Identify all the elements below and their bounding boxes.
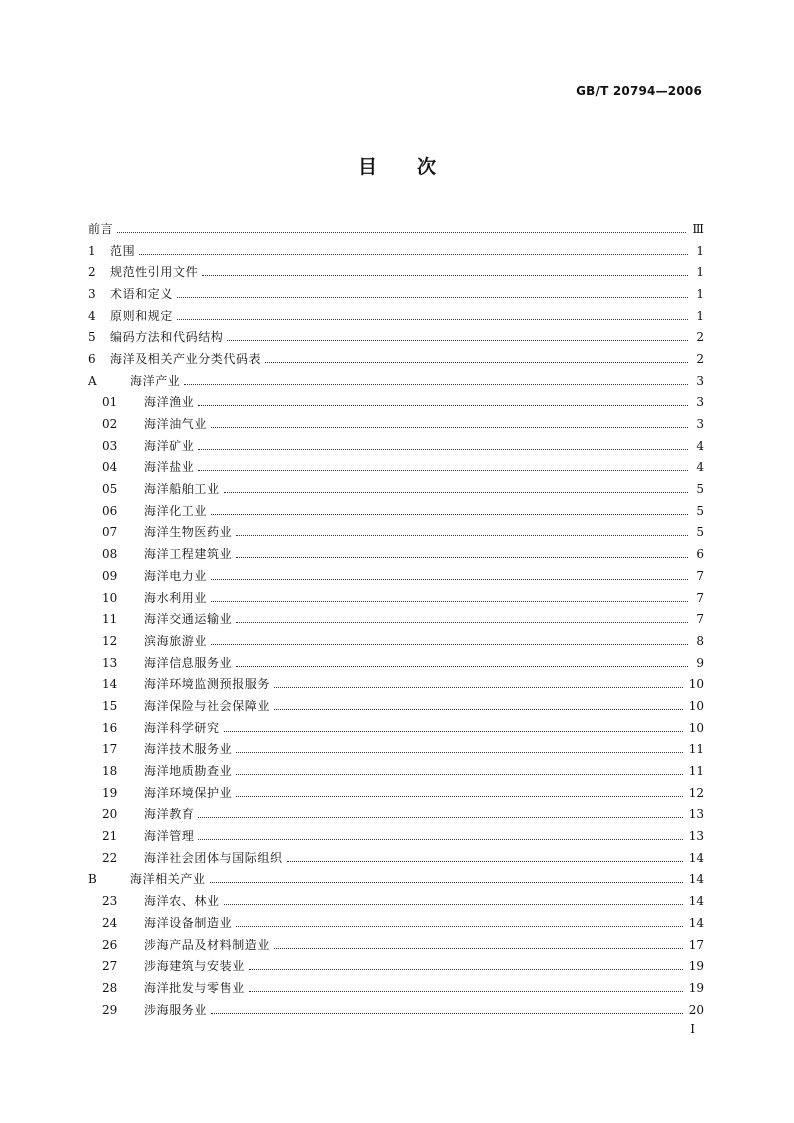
toc-dot-leader [224, 491, 688, 493]
toc-dot-leader [236, 773, 683, 775]
toc-entry-page: 13 [688, 829, 704, 844]
toc-dot-leader [236, 665, 688, 667]
toc-entry[interactable] [88, 717, 704, 739]
toc-entry[interactable] [88, 543, 704, 565]
toc-entry-page: 4 [696, 438, 704, 453]
toc-entry-number: 18 [102, 764, 118, 779]
title-part-1: 目 [357, 156, 377, 178]
toc-entry[interactable] [88, 652, 704, 674]
toc-entry-page: 13 [688, 807, 704, 822]
toc-entry-number: 05 [102, 482, 118, 497]
page-number: I [690, 1022, 695, 1036]
toc-entry-number: 01 [102, 395, 118, 410]
toc-entry-number: 14 [102, 677, 118, 692]
toc-entry-number: 4 [88, 308, 96, 323]
toc-entry-label: 海洋教育 [144, 807, 195, 822]
toc-entry[interactable] [88, 370, 704, 392]
toc-entry-label: 海洋矿业 [144, 438, 195, 453]
toc-entry-number: 22 [102, 850, 118, 865]
toc-entry-number: 24 [102, 915, 118, 930]
toc-dot-leader [224, 730, 683, 732]
toc-entry-label: 海洋环境保护业 [144, 785, 233, 800]
toc-dot-leader [236, 925, 683, 927]
toc-entry[interactable] [88, 457, 704, 479]
standard-code: GB/T 20794—2006 [576, 84, 702, 98]
toc-entry-number: 03 [102, 438, 118, 453]
toc-entry-page: 14 [688, 850, 704, 865]
toc-entry-page: 5 [696, 482, 704, 497]
toc-entry-label: 海洋化工业 [144, 503, 208, 518]
toc-entry-page: 10 [688, 677, 704, 692]
toc-entry-page: 4 [696, 460, 704, 475]
toc-entry[interactable] [88, 825, 704, 847]
toc-dot-leader [177, 318, 688, 320]
toc-entry-number: 12 [102, 633, 118, 648]
toc-entry[interactable] [88, 760, 704, 782]
toc-entry-label: 海洋信息服务业 [144, 655, 233, 670]
toc-entry-label: 海洋农、林业 [144, 894, 220, 909]
toc-entry-page: 11 [688, 764, 704, 779]
toc-entry-label: 海洋环境监测预报服务 [144, 677, 271, 692]
toc-entry-number: A [88, 373, 97, 388]
toc-entry[interactable] [88, 218, 704, 240]
toc-entry-page: 1 [696, 243, 704, 258]
toc-entry-label: 海洋相关产业 [130, 872, 206, 887]
toc-dot-leader [224, 903, 683, 905]
toc-entry-label: 海洋及相关产业分类代码表 [110, 351, 262, 366]
toc-entry-number: 08 [102, 547, 118, 562]
toc-dot-leader [227, 339, 688, 341]
toc-entry-page: 7 [696, 590, 704, 605]
toc-entry-number: 23 [102, 894, 118, 909]
toc-entry-label: 范围 [110, 243, 136, 258]
toc-dot-leader [184, 383, 688, 385]
toc-dot-leader [198, 838, 682, 840]
toc-dot-leader [198, 448, 688, 450]
toc-entry-label: 前言 [88, 221, 114, 236]
toc-entry[interactable] [88, 673, 704, 695]
toc-entry-label: 海洋管理 [144, 829, 195, 844]
toc-entry[interactable] [88, 392, 704, 414]
toc-entry-number: 2 [88, 265, 96, 280]
toc-entry-label: 海洋保险与社会保障业 [144, 698, 271, 713]
toc-entry-page: 10 [688, 720, 704, 735]
toc-entry-page: 11 [688, 742, 704, 757]
toc-entry-number: 09 [102, 568, 118, 583]
toc-entry-number: 17 [102, 742, 118, 757]
toc-entry-label: 滨海旅游业 [144, 633, 208, 648]
toc-entry-number: 29 [102, 1002, 118, 1017]
toc-entry[interactable] [88, 261, 704, 283]
toc-entry[interactable] [88, 934, 704, 956]
toc-entry[interactable] [88, 999, 704, 1021]
toc-entry-label: 术语和定义 [110, 286, 174, 301]
toc-entry-label: 海洋渔业 [144, 395, 195, 410]
toc-entry-label: 海洋生物医药业 [144, 525, 233, 540]
toc-entry-label: 海洋盐业 [144, 460, 195, 475]
toc-entry-page: 14 [688, 915, 704, 930]
toc-entry[interactable] [88, 565, 704, 587]
toc-dot-leader [177, 296, 688, 298]
toc-entry-page: 7 [696, 568, 704, 583]
toc-entry-page: 17 [688, 937, 704, 952]
toc-entry[interactable] [88, 413, 704, 435]
toc-dot-leader [265, 361, 688, 363]
toc-dot-leader [139, 253, 688, 255]
toc-entry-label: 涉海服务业 [144, 1002, 208, 1017]
toc-entry-number: 16 [102, 720, 118, 735]
toc-entry-label: 涉海建筑与安装业 [144, 959, 245, 974]
toc-dot-leader [211, 513, 688, 515]
toc-entry-page: Ⅲ [692, 221, 704, 236]
toc-entry-label: 原则和规定 [110, 308, 174, 323]
toc-entry-label: 编码方法和代码结构 [110, 330, 224, 345]
toc-entry-number: 10 [102, 590, 118, 605]
toc-entry-number: B [88, 872, 97, 887]
toc-entry-page: 12 [688, 785, 704, 800]
toc-dot-leader [236, 556, 688, 558]
toc-dot-leader [117, 231, 686, 233]
toc-entry-number: 1 [88, 243, 96, 258]
toc-entry-label: 海洋产业 [130, 373, 181, 388]
toc-entry-label: 海洋交通运输业 [144, 612, 233, 627]
title-part-2: 次 [417, 156, 437, 178]
toc-entry[interactable] [88, 478, 704, 500]
page-title [0, 152, 794, 179]
toc-entry[interactable] [88, 326, 704, 348]
toc-entry[interactable] [88, 305, 704, 327]
toc-entry-number: 06 [102, 503, 118, 518]
toc-entry-page: 20 [688, 1002, 704, 1017]
toc-entry-number: 11 [102, 612, 118, 627]
toc-dot-leader [274, 708, 683, 710]
toc-dot-leader [249, 990, 683, 992]
toc-dot-leader [211, 643, 688, 645]
toc-entry-number: 26 [102, 937, 118, 952]
toc-entry-page: 19 [688, 980, 704, 995]
toc-entry-label: 海洋设备制造业 [144, 915, 233, 930]
toc-entry[interactable] [88, 522, 704, 544]
toc-entry-label: 涉海产品及材料制造业 [144, 937, 271, 952]
toc-entry-page: 1 [696, 265, 704, 280]
toc-entry-page: 5 [696, 525, 704, 540]
toc-dot-leader [236, 534, 688, 536]
toc-dot-leader [236, 795, 683, 797]
toc-entry[interactable] [88, 348, 704, 370]
toc-entry[interactable] [88, 890, 704, 912]
toc-entry[interactable] [88, 608, 704, 630]
toc-entry-page: 1 [696, 308, 704, 323]
toc-entry-page: 8 [696, 633, 704, 648]
toc-entry-number: 07 [102, 525, 118, 540]
toc-entry-label: 规范性引用文件 [110, 265, 199, 280]
toc-entry[interactable] [88, 739, 704, 761]
toc-entry[interactable] [88, 782, 704, 804]
toc-entry[interactable] [88, 847, 704, 869]
toc-dot-leader [236, 621, 688, 623]
toc-entry[interactable] [88, 500, 704, 522]
toc-entry-label: 海洋社会团体与国际组织 [144, 850, 283, 865]
toc-entry-label: 海洋工程建筑业 [144, 547, 233, 562]
toc-entry-page: 10 [688, 698, 704, 713]
toc-entry[interactable] [88, 240, 704, 262]
toc-entry-page: 6 [696, 547, 704, 562]
toc-entry-page: 7 [696, 612, 704, 627]
toc-dot-leader [198, 469, 688, 471]
toc-entry-page: 3 [696, 395, 704, 410]
toc-entry[interactable] [88, 695, 704, 717]
toc-entry[interactable] [88, 283, 704, 305]
toc-dot-leader [198, 404, 688, 406]
toc-dot-leader [287, 860, 683, 862]
toc-entry-page: 19 [688, 959, 704, 974]
toc-dot-leader [202, 274, 688, 276]
toc-dot-leader [198, 816, 682, 818]
toc-entry-number: 5 [88, 330, 96, 345]
toc-entry-number: 04 [102, 460, 118, 475]
toc-entry-label: 海洋油气业 [144, 417, 208, 432]
toc-dot-leader [211, 578, 688, 580]
toc-entry-page: 3 [696, 417, 704, 432]
toc-entry-label: 海洋地质勘查业 [144, 764, 233, 779]
toc-entry-number: 15 [102, 698, 118, 713]
toc-entry-page: 2 [696, 351, 704, 366]
toc-entry-number: 6 [88, 351, 96, 366]
toc-entry[interactable] [88, 912, 704, 934]
toc-entry[interactable] [88, 630, 704, 652]
toc-entry-number: 3 [88, 286, 96, 301]
toc-dot-leader [274, 686, 683, 688]
toc-dot-leader [211, 1012, 683, 1014]
toc-entry-number: 19 [102, 785, 118, 800]
toc-entry-page: 14 [688, 872, 704, 887]
toc-entry-label: 海水利用业 [144, 590, 208, 605]
toc-entry-label: 海洋技术服务业 [144, 742, 233, 757]
toc-entry[interactable] [88, 804, 704, 826]
toc-entry-label: 海洋电力业 [144, 568, 208, 583]
table-of-contents [88, 218, 704, 1020]
toc-entry-number: 13 [102, 655, 118, 670]
toc-dot-leader [211, 600, 688, 602]
toc-dot-leader [249, 968, 683, 970]
toc-entry[interactable] [88, 435, 704, 457]
toc-entry[interactable] [88, 977, 704, 999]
toc-entry-page: 5 [696, 503, 704, 518]
toc-entry-number: 21 [102, 829, 118, 844]
toc-entry-number: 28 [102, 980, 118, 995]
toc-entry-page: 3 [696, 373, 704, 388]
toc-dot-leader [210, 881, 683, 883]
toc-entry-page: 2 [696, 330, 704, 345]
toc-entry-number: 02 [102, 417, 118, 432]
toc-entry[interactable] [88, 587, 704, 609]
toc-entry-label: 海洋船舶工业 [144, 482, 220, 497]
toc-entry[interactable] [88, 869, 704, 891]
toc-entry-label: 海洋科学研究 [144, 720, 220, 735]
toc-entry-page: 1 [696, 286, 704, 301]
toc-dot-leader [274, 947, 683, 949]
toc-dot-leader [236, 751, 683, 753]
toc-entry[interactable] [88, 955, 704, 977]
toc-dot-leader [211, 426, 688, 428]
toc-entry-page: 14 [688, 894, 704, 909]
toc-entry-page: 9 [696, 655, 704, 670]
toc-entry-number: 27 [102, 959, 118, 974]
toc-entry-label: 海洋批发与零售业 [144, 980, 245, 995]
toc-entry-number: 20 [102, 807, 118, 822]
